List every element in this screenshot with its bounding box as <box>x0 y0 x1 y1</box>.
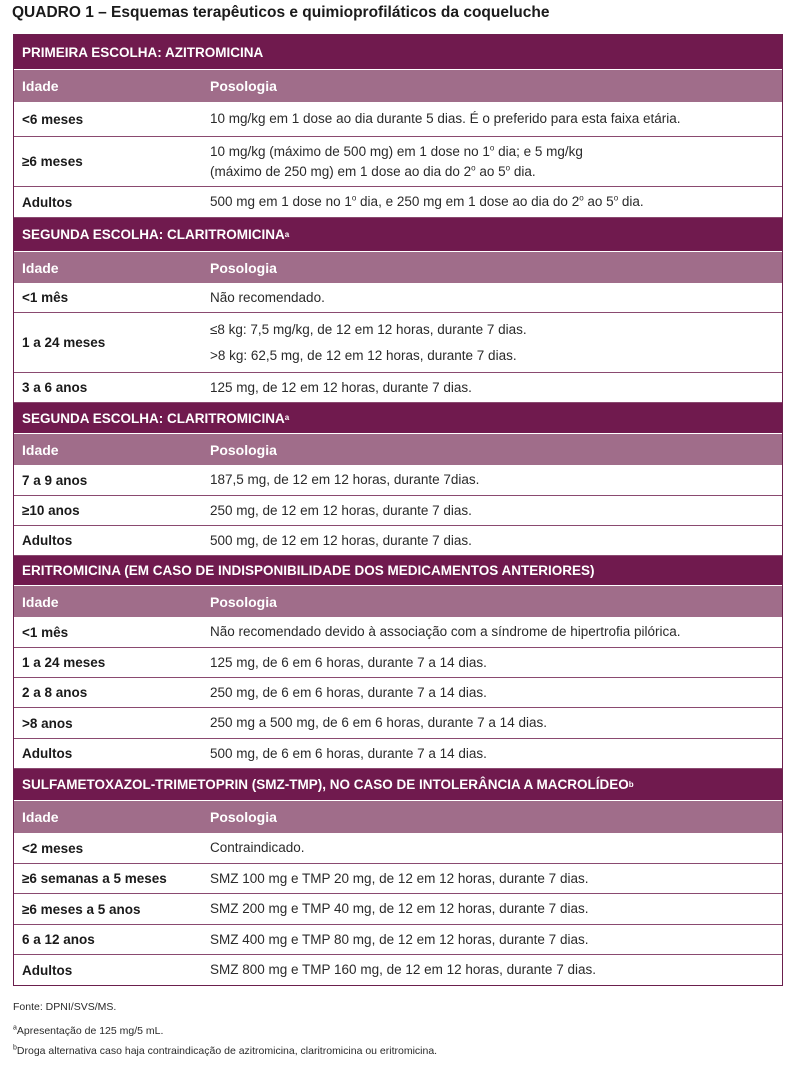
section-title-smz-tmp: SULFAMETOXAZOL-TRIMETOPRIN (SMZ-TMP), NO CASO DE INTOLERÂNCIA A MACROLÍDEO b <box>14 769 782 801</box>
source-note: Fonte: DPNI/SVS/MS. <box>13 1001 117 1013</box>
table-row: 6 a 12 anos SMZ 400 mg e TMP 80 mg, de 12 em 12 horas, durante 7 dias. <box>14 925 782 955</box>
table-row: ≥6 semanas a 5 meses SMZ 100 mg e TMP 20 mg, de 12 em 12 horas, durante 7 dias. <box>14 864 782 894</box>
footnote-a: $^a$Apresentação de 125 mg/5 mL. <box>13 1024 164 1037</box>
page-title: QUADRO 1 – Esquemas terapêuticos e quimioprofiláticos da coqueluche <box>12 4 550 21</box>
table-row: 2 a 8 anos 250 mg, de 6 em 6 horas, durante 7 a 14 dias. <box>14 678 782 708</box>
footnote-b: $^b$Droga alternativa caso haja contraindicação de azitromicina, claritromicina ou eritromicina. <box>13 1044 438 1057</box>
table-row: ≥6 meses 10 mg/kg (máximo de 500 mg) em 1 dose no 1$^o$ dia; e 5 mg/kg (máximo de 250 mg) em 1 dose ao dia do 2$^o$ ao 5$^o$ dia. <box>14 137 782 187</box>
table-row: 1 a 24 meses ≤8 kg: 7,5 mg/kg, de 12 em 12 horas, durante 7 dias. >8 kg: 62,5 mg, de 12 em 12 horas, durante 7 dias. <box>14 313 782 373</box>
col-posologia-header: Posologia <box>210 78 277 94</box>
table-header: Idade Posologia <box>14 252 782 283</box>
table-row: <2 meses Contraindicado. <box>14 833 782 864</box>
table-row: ≥10 anos 250 mg, de 12 em 12 horas, durante 7 dias. <box>14 496 782 526</box>
table-header: Idade Posologia <box>14 586 782 617</box>
therapy-table <box>13 34 783 986</box>
table-row: 3 a 6 anos 125 mg, de 12 em 12 horas, durante 7 dias. <box>14 373 782 403</box>
table-row: Adultos 500 mg, de 12 em 12 horas, durante 7 dias. <box>14 526 782 556</box>
table-header: Idade Posologia <box>14 434 782 465</box>
table-row: <1 mês Não recomendado devido à associação com a síndrome de hipertrofia pilórica. <box>14 617 782 648</box>
table-header: Idade Posologia <box>14 801 782 833</box>
table-row: 7 a 9 anos 187,5 mg, de 12 em 12 horas, durante 7dias. <box>14 465 782 496</box>
table-header <box>14 70 782 102</box>
table-row: ≥6 meses a 5 anos SMZ 200 mg e TMP 40 mg, de 12 em 12 horas, durante 7 dias. <box>14 894 782 925</box>
section-title-claritromicina: SEGUNDA ESCOLHA: CLARITROMICINA a <box>14 218 782 252</box>
table-row: <6 meses 10 mg/kg em 1 dose ao dia durante 5 dias. É o preferido para esta faixa etária. <box>14 102 782 137</box>
table-row: Adultos SMZ 800 mg e TMP 160 mg, de 12 em 12 horas, durante 7 dias. <box>22 962 596 978</box>
table-row: Adultos 500 mg, de 6 em 6 horas, durante 7 a 14 dias. <box>14 739 782 769</box>
table-row: >8 anos 250 mg a 500 mg, de 6 em 6 horas, durante 7 a 14 dias. <box>14 708 782 739</box>
table-row: Adultos 500 mg em 1 dose no 1$^o$ dia, e 250 mg em 1 dose ao dia do 2$^o$ ao 5$^o$ dia. <box>14 187 782 218</box>
section-title-eritromicina: ERITROMICINA (EM CASO DE INDISPONIBILIDADE DOS MEDICAMENTOS ANTERIORES) <box>14 556 782 586</box>
section-title-claritromicina-2: SEGUNDA ESCOLHA: CLARITROMICINA a <box>14 403 782 434</box>
table-row: <1 mês Não recomendado. <box>14 283 782 313</box>
table-row: 1 a 24 meses 125 mg, de 6 em 6 horas, durante 7 a 14 dias. <box>14 648 782 678</box>
section-title-azitromicina: PRIMEIRA ESCOLHA: AZITROMICINA <box>14 35 782 70</box>
col-idade-header: Idade <box>22 78 59 94</box>
